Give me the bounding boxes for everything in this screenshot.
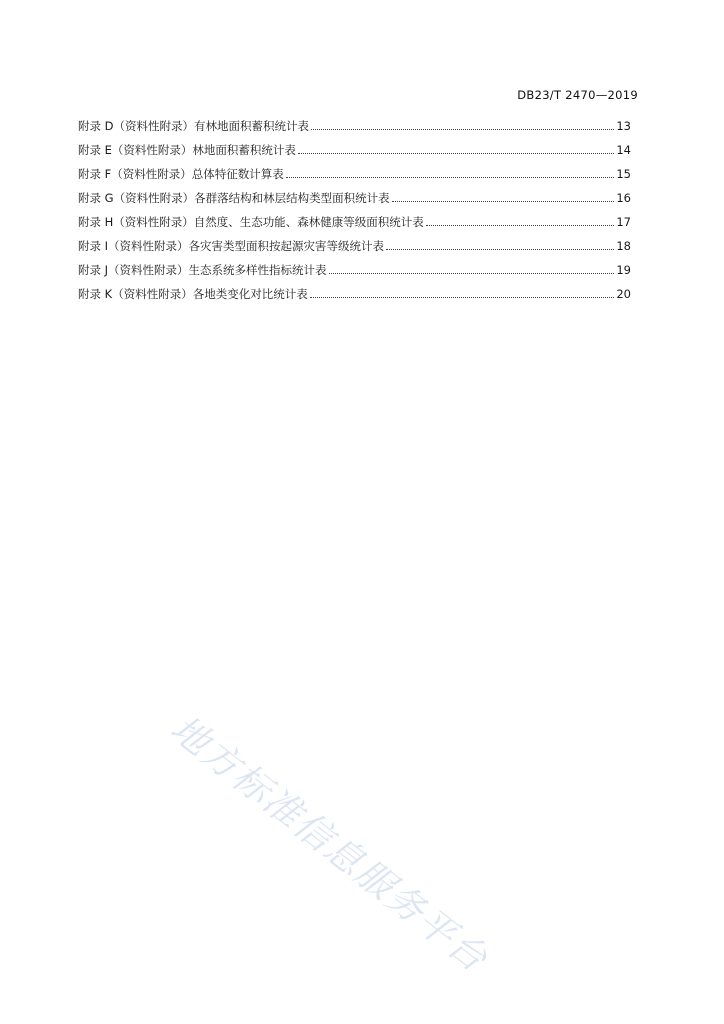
toc-entry-page: 19 (616, 263, 631, 277)
toc-leader-dots (426, 225, 615, 226)
toc-entry-page: 18 (616, 239, 631, 253)
toc-entry-page: 17 (616, 215, 631, 229)
table-of-contents (78, 118, 631, 310)
toc-entry-title: 附录 H（资料性附录）自然度、生态功能、森林健康等级面积统计表 (78, 215, 424, 229)
toc-entry-title: 附录 D（资料性附录）有林地面积蓄积统计表 (78, 119, 310, 133)
toc-leader-dots (386, 249, 614, 250)
document-code: DB23/T 2470—2019 (517, 88, 638, 102)
toc-entry-appendix-d[interactable] (78, 118, 631, 142)
toc-entry-appendix-k[interactable] (78, 286, 631, 310)
toc-leader-dots (329, 273, 615, 274)
toc-leader-dots (392, 201, 615, 202)
toc-entry-appendix-h[interactable] (78, 214, 631, 238)
toc-entry-appendix-j[interactable] (78, 262, 631, 286)
toc-entry-appendix-e[interactable] (78, 142, 631, 166)
watermark-text: 地方标准信息服务平台 (162, 706, 497, 981)
toc-leader-dots (311, 129, 614, 130)
toc-entry-title: 附录 E（资料性附录）林地面积蓄积统计表 (78, 143, 296, 157)
toc-entry-page: 20 (616, 287, 631, 301)
toc-entry-page: 16 (616, 191, 631, 205)
toc-entry-title: 附录 G（资料性附录）各群落结构和林层结构类型面积统计表 (78, 191, 390, 205)
toc-entry-title: 附录 F（资料性附录）总体特征数计算表 (78, 167, 284, 181)
toc-entry-appendix-f[interactable] (78, 166, 631, 190)
toc-leader-dots (310, 297, 615, 298)
toc-entry-appendix-i[interactable] (78, 238, 631, 262)
toc-leader-dots (298, 153, 614, 154)
toc-entry-appendix-g[interactable] (78, 190, 631, 214)
toc-entry-title: 附录 K（资料性附录）各地类变化对比统计表 (78, 287, 308, 301)
toc-leader-dots (286, 177, 615, 178)
toc-entry-title: 附录 J（资料性附录）生态系统多样性指标统计表 (78, 263, 327, 277)
toc-entry-title: 附录 I（资料性附录）各灾害类型面积按起源灾害等级统计表 (78, 239, 385, 253)
toc-entry-page: 13 (616, 119, 631, 133)
toc-entry-page: 15 (616, 167, 631, 181)
toc-entry-page: 14 (616, 143, 631, 157)
